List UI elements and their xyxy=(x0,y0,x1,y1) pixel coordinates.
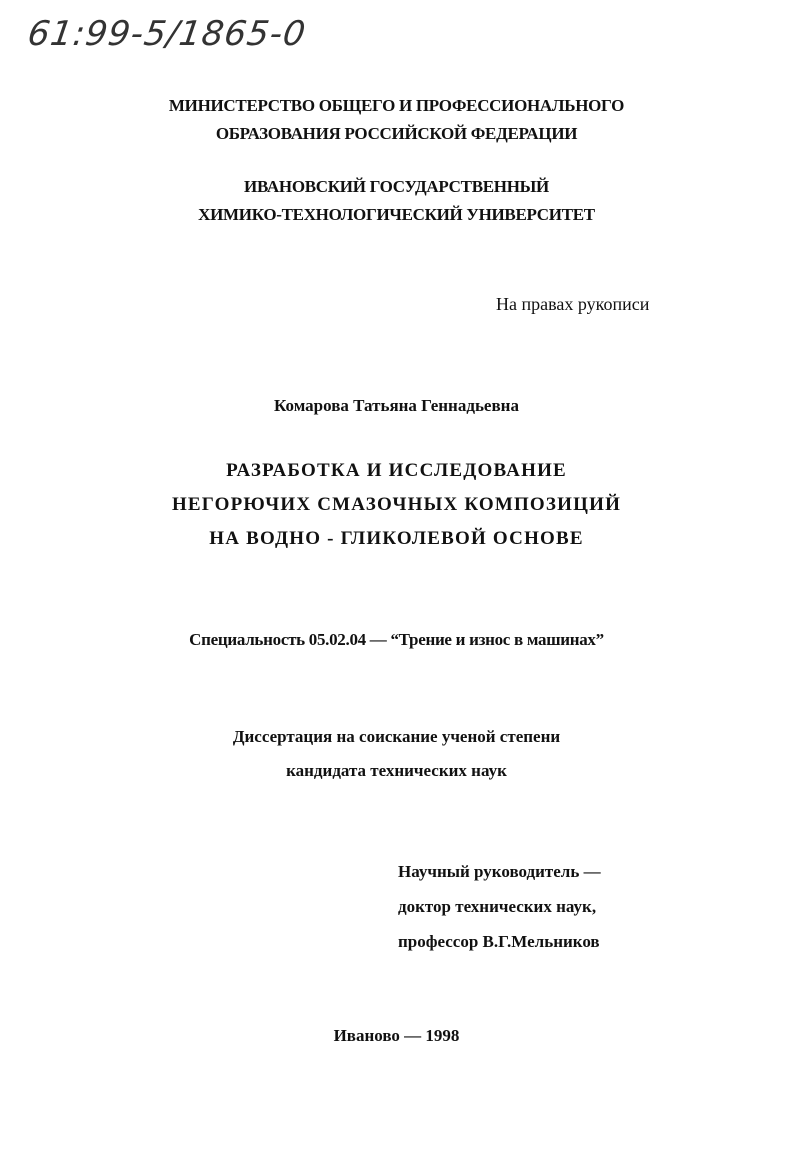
title-line-1: РАЗРАБОТКА И ИССЛЕДОВАНИЕ xyxy=(226,460,567,481)
author-name: Комарова Татьяна Геннадьевна xyxy=(274,396,519,415)
title-line-2: НЕГОРЮЧИХ СМАЗОЧНЫХ КОМПОЗИЦИЙ xyxy=(171,494,622,515)
supervisor-name: профессор В.Г.Мельников xyxy=(398,932,600,951)
place-year: Иваново — 1998 xyxy=(333,1026,460,1045)
university-line-2: ХИМИКО-ТЕХНОЛОГИЧЕСКИЙ УНИВЕРСИТЕТ xyxy=(198,205,595,224)
dissertation-line-1: Диссертация на соискание ученой степени xyxy=(232,727,561,746)
university-line-1: ИВАНОВСКИЙ ГОСУДАРСТВЕННЫЙ xyxy=(244,177,549,196)
ministry-line-2: ОБРАЗОВАНИЯ РОССИЙСКОЙ ФЕДЕРАЦИИ xyxy=(215,124,578,143)
specialty-line: Специальность 05.02.04 — “Трение и износ в машинах” xyxy=(189,630,604,649)
supervisor-degree: доктор технических наук, xyxy=(398,897,597,916)
manuscript-note: На правах рукописи xyxy=(496,294,650,314)
archive-stamp: 61:99-5/1865-0 xyxy=(25,14,309,54)
ministry-line-1: МИНИСТЕРСТВО ОБЩЕГО И ПРОФЕССИОНАЛЬНОГО xyxy=(168,96,625,115)
title-line-3: НА ВОДНО - ГЛИКОЛЕВОЙ ОСНОВЕ xyxy=(209,528,584,549)
dissertation-line-2: кандидата технических наук xyxy=(286,761,507,780)
supervisor-role: Научный руководитель — xyxy=(398,862,601,881)
